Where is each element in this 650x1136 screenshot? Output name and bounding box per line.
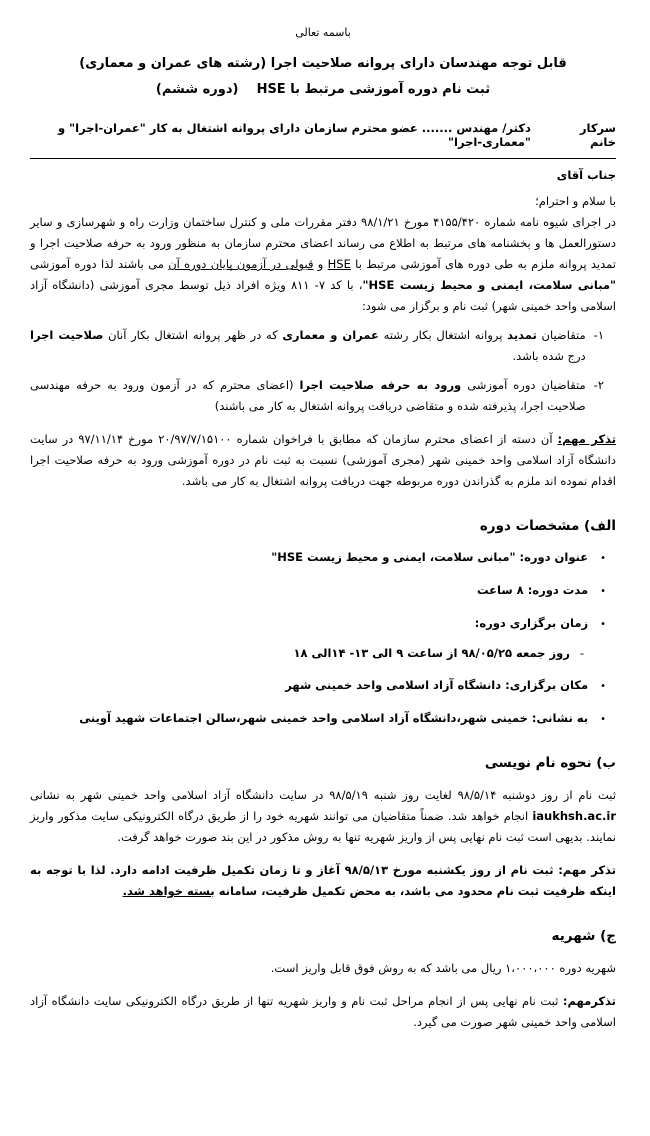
- note-1-body: آن دسته از اعضای محترم سازمان که مطابق با فراخوان شماره ۲۰/۹۷/۷/۱۵۱۰۰ مورخ ۹۷/۱۱/۱۴ در سایت دانشگاه آزاد اسلامی واحد خمینی شهر (مجری آموزشی) نسبت به ثبت نام در دوره آموزشی ورود به حرفه صلاحیت اجرا اقدام نموده اند ملزم به گذراندن دوره مربوطه جهت دریافت پروانه اشتغال به کار می باشد.: [30, 432, 616, 488]
- bullet-item-course-title: [30, 548, 606, 568]
- schedule-detail-row: [30, 644, 584, 663]
- schedule-detail-text: روز جمعه ۹۸/۰۵/۲۵ از ساعت ۹ الی ۱۳- ۱۴الی ۱۸: [293, 646, 570, 660]
- registration-url: iaukhsh.ac.ir: [532, 809, 616, 823]
- intro-course-title-bold: "مبانی سلامت، ایمنی و محیط زیست HSE": [362, 278, 616, 292]
- important-note-1: [30, 429, 616, 492]
- section-b-heading: ب) نحوه نام نویسی: [484, 755, 616, 771]
- item-1-renewal-bold: تمدید: [507, 328, 537, 342]
- registration-seg-2: انجام خواهد شد. ضمناً متقاضیان می توانند شهریه خود را از طریق درگاه الکترونیکی سایت مذکور واریز نمایند. بدیهی است ثبت نام نهایی پس از واریز شهریه تنها به روش مذکور در این بند صورت خواهد گرفت.: [30, 809, 616, 844]
- registration-note-seg-1: تذکر مهم: ثبت نام از روز یکشنبه مورخ ۹۸/۵/۱۳ آغاز و تا زمان تکمیل ظرفیت ادامه دارد. لذا با توجه به اینکه ظرفیت ثبت نام محدود می باشد، به محض تکمیل ظرفیت، سامانه: [30, 863, 616, 898]
- course-venue-text: مکان برگزاری: دانشگاه آزاد اسلامی واحد خمینی شهر: [285, 678, 589, 692]
- course-title-text: عنوان دوره: "مبانی سلامت، ایمنی و محیط زیست HSE": [271, 550, 589, 564]
- item-2-number: ۲-: [593, 378, 604, 392]
- registration-note-closing-underlined: بسته خواهد شد.: [122, 884, 215, 898]
- registration-seg-1: ثبت نام از روز دوشنبه ۹۸/۵/۱۴ لغایت روز شنبه ۹۸/۵/۱۹ در سایت دانشگاه آزاد اسلامی واحد خمینی شهر به نشانی: [30, 788, 616, 802]
- section-a-heading: الف) مشخصات دوره: [479, 518, 616, 534]
- item-2-seg-1: متقاضیان دوره آموزشی: [461, 378, 586, 392]
- tuition-amount: ۱،۰۰۰،۰۰۰: [505, 961, 556, 975]
- bullet-item-duration: [30, 581, 606, 601]
- bullet-item-address: [30, 709, 606, 729]
- intro-text-4: ، با کد ۷- ۸۱۱ ویژه افراد ذیل توسط مجری آموزشی (دانشگاه آزاد اسلامی واحد خمینی شهر) ثبت نام و برگزار می شود:: [30, 278, 616, 313]
- greeting-text: با سلام و احترام؛: [535, 194, 616, 208]
- doc-titles: [30, 51, 616, 103]
- item-1-seg-4: درج شده باشد.: [512, 349, 586, 363]
- tuition-seg-2: ریال می باشد که به روش فوق قابل واریز است.: [270, 961, 506, 975]
- item-2-text: [30, 375, 586, 417]
- item-1-qualification-bold: صلاحیت اجرا: [30, 328, 104, 342]
- basmala: باسمه تعالی: [295, 26, 351, 39]
- salutation-sir: جناب آقای: [556, 168, 616, 182]
- course-duration-text: مدت دوره: ۸ ساعت: [477, 583, 589, 597]
- bullet-icon: •: [600, 714, 606, 725]
- bullet-icon: •: [600, 586, 606, 597]
- course-details-list: [30, 548, 616, 729]
- intro-text-1: در اجرای شیوه نامه شماره ۴۱۵۵/۴۲۰ مورخ ۹۸/۱/۲۱ دفتر مقررات ملی و کنترل ساختمان وزارت راه و شهرسازی و سایر دستورالعمل ها و بخشنامه های مرتبط به اطلاع می رساند اعضای محترم سازمان به منظور ورود به حرفه صلاحیت اجرا و تمدید پروانه ملزم به طی دوره های آموزشی مرتبط با: [30, 215, 616, 271]
- intro-text-3: می باشند لذا دوره آموزشی: [30, 257, 169, 271]
- salutation-block: [30, 121, 616, 184]
- tuition-important-note: [30, 991, 616, 1033]
- doc-title-line1: قابل توجه مهندسان دارای پروانه صلاحیت اجرا (رشته های عمران و معماری): [79, 56, 567, 71]
- course-address-text: به نشانی: خمینی شهر،دانشگاه آزاد اسلامی واحد خمینی شهر،سالن اجتماعات شهید آوینی: [79, 711, 589, 725]
- item-2-entry-bold: ورود به حرفه صلاحیت اجرا: [299, 378, 462, 392]
- registration-paragraph: [30, 785, 616, 848]
- bullet-icon: •: [600, 681, 606, 692]
- dash-icon: -: [579, 646, 584, 660]
- bullet-icon: •: [600, 553, 606, 564]
- tuition-seg-1: شهریه دوره: [555, 961, 616, 975]
- section-c-heading: ج) شهریه: [551, 928, 616, 944]
- item-1-seg-1: متقاضیان: [536, 328, 586, 342]
- bullet-item-venue: [30, 676, 606, 696]
- item-1-text: [30, 325, 586, 367]
- registration-important-note: [30, 860, 616, 902]
- salutation-addressee: دکتر/ مهندس ....... عضو محترم سازمان دارای پروانه اشتغال به کار "عمران-اجرا" و "معماری-اجرا": [57, 121, 531, 149]
- doc-title-line2: ثبت نام دوره آموزشی مرتبط با HSE (دوره ششم): [155, 82, 491, 97]
- item-1-seg-3: که در ظهر پروانه اشتغال بکار آنان: [103, 328, 283, 342]
- intro-hse-underlined: HSE: [327, 257, 351, 271]
- intro-paragraph: [30, 212, 616, 317]
- item-1-number: ۱-: [593, 328, 604, 342]
- numbered-item-1: [30, 325, 616, 367]
- course-schedule-label: زمان برگزاری دوره:: [474, 616, 589, 630]
- item-1-fields-bold: عمران و معماری: [282, 328, 379, 342]
- bullet-item-schedule: [30, 614, 606, 634]
- intro-exam-underlined: قبولی در آزمون پایان دوره آن: [168, 257, 314, 271]
- item-2-seg-2: (اعضای محترم که در آزمون ورود به حرفه مهندسی صلاحیت اجرا، پذیرفته شده و متقاضی دریافت پروانه اشتغال به کار می باشند): [30, 378, 586, 413]
- tuition-note-body: ثبت نام نهایی پس از انجام مراحل ثبت نام و واریز شهریه تنها از طریق درگاه الکترونیکی سایت دانشگاه آزاد اسلامی واحد خمینی شهر صورت می گیرد.: [30, 994, 616, 1029]
- bullet-icon: •: [600, 619, 606, 630]
- item-1-seg-2: پروانه اشتغال بکار رشته: [378, 328, 508, 342]
- numbered-item-2: [30, 375, 616, 417]
- intro-text-2: و: [313, 257, 328, 271]
- note-1-label: تذکر مهم:: [557, 432, 617, 446]
- salutation-madam: سرکار خانم: [579, 121, 616, 149]
- tuition-note-label: تذکرمهم:: [562, 994, 616, 1008]
- tuition-paragraph: [30, 958, 616, 979]
- salutation-row: [30, 121, 616, 158]
